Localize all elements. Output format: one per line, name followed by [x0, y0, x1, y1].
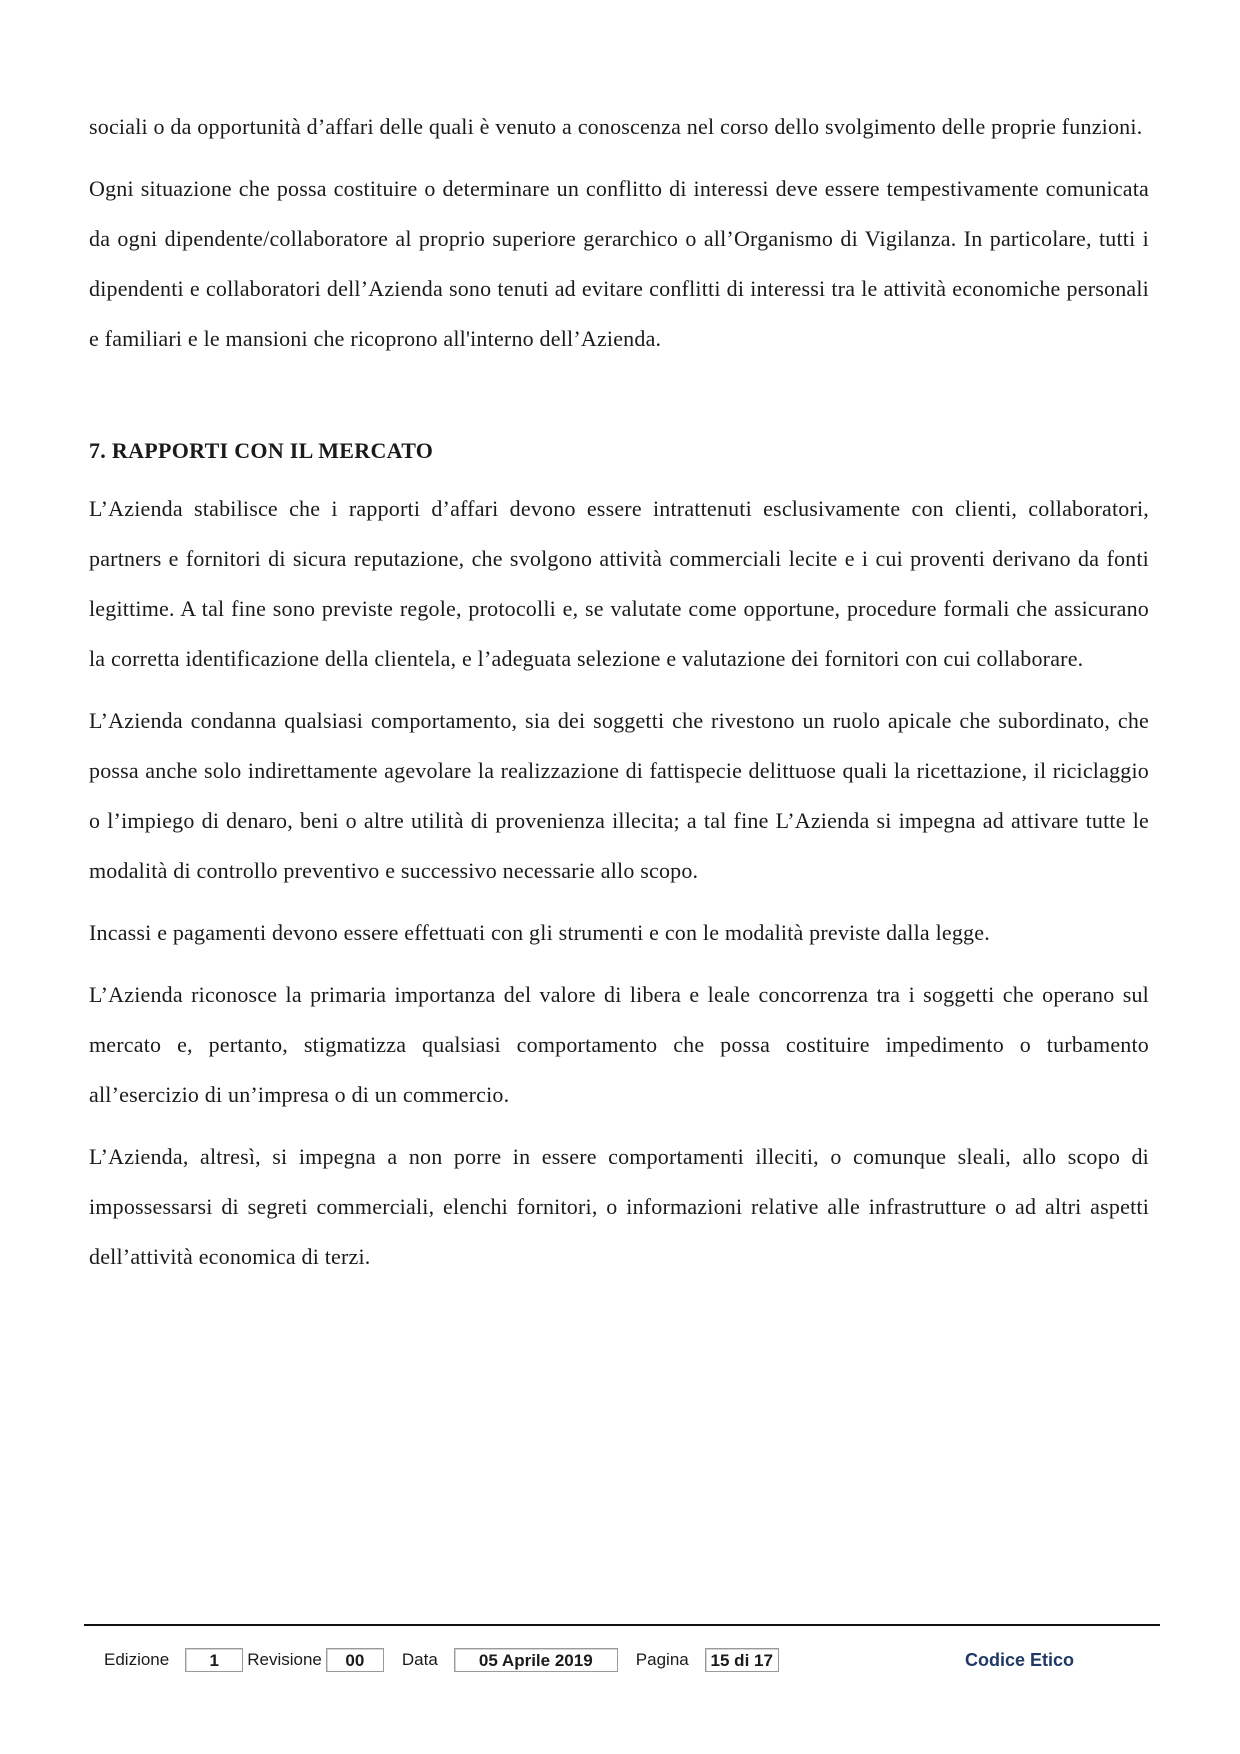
paragraph: sociali o da opportunità d’affari delle quali è venuto a conoscenza nel corso dello svolgimento delle proprie funzioni.: [89, 114, 1143, 139]
pagina-value: 15 di 17: [705, 1648, 779, 1672]
document-title: Codice Etico: [965, 1650, 1075, 1670]
data-value: 05 Aprile 2019: [454, 1648, 618, 1672]
pagina-label: Pagina: [635, 1650, 689, 1669]
revisione-label: Revisione: [247, 1650, 322, 1669]
section-heading: 7. RAPPORTI CON IL MERCATO: [89, 438, 434, 463]
document-body: [89, 102, 1149, 1294]
paragraph: L’Azienda stabilisce che i rapporti d’affari devono essere intrattenuti esclusivamente con clienti, collaboratori, partners e fornitori di sicura reputazione, che svolgono attività commerciali lecite e i cui proventi derivano da fonti legittime. A tal fine sono previste regole, protocolli e, se valutate come opportune, procedure formali che assicurano la corretta identificazione della clientela, e l’adeguata selezione e valutazione dei fornitori con cui collaborare.: [89, 496, 1149, 671]
paragraph: L’Azienda condanna qualsiasi comportamento, sia dei soggetti che rivestono un ruolo apicale che subordinato, che possa anche solo indirettamente agevolare la realizzazione di fattispecie delittuose quali la ricettazione, il riciclaggio o l’impiego di denaro, beni o altre utilità di provenienza illecita; a tal fine L’Azienda si impegna ad attivare tutte le modalità di controllo preventivo e successivo necessarie allo scopo.: [89, 708, 1149, 883]
data-label: Data: [401, 1650, 438, 1669]
revisione-value: 00: [326, 1648, 384, 1672]
paragraph: L’Azienda, altresì, si impegna a non porre in essere comportamenti illeciti, o comunque sleali, allo scopo di impossessarsi di segreti commerciali, elenchi fornitori, o informazioni relative alle infrastrutture o ad altri aspetti dell’attività economica di terzi.: [89, 1144, 1149, 1269]
edizione-label: Edizione: [104, 1650, 170, 1669]
edizione-value: 1: [185, 1648, 243, 1672]
footer-divider: [84, 1624, 1160, 1626]
page-footer: [104, 1646, 783, 1674]
paragraph: L’Azienda riconosce la primaria importanza del valore di libera e leale concorrenza tra i soggetti che operano sul mercato e, pertanto, stigmatizza qualsiasi comportamento che possa costituire impedimento o turbamento all’esercizio di un’impresa o di un commercio.: [89, 982, 1149, 1107]
paragraph: Incassi e pagamenti devono essere effettuati con gli strumenti e con le modalità previste dalla legge.: [89, 920, 990, 945]
paragraph: Ogni situazione che possa costituire o determinare un conflitto di interessi deve essere tempestivamente comunicata da ogni dipendente/collaboratore al proprio superiore gerarchico o all’Organismo di Vigilanza. In particolare, tutti i dipendenti e collaboratori dell’Azienda sono tenuti ad evitare conflitti di interessi tra le attività economiche personali e familiari e le mansioni che ricoprono all'interno dell’Azienda.: [89, 176, 1149, 351]
